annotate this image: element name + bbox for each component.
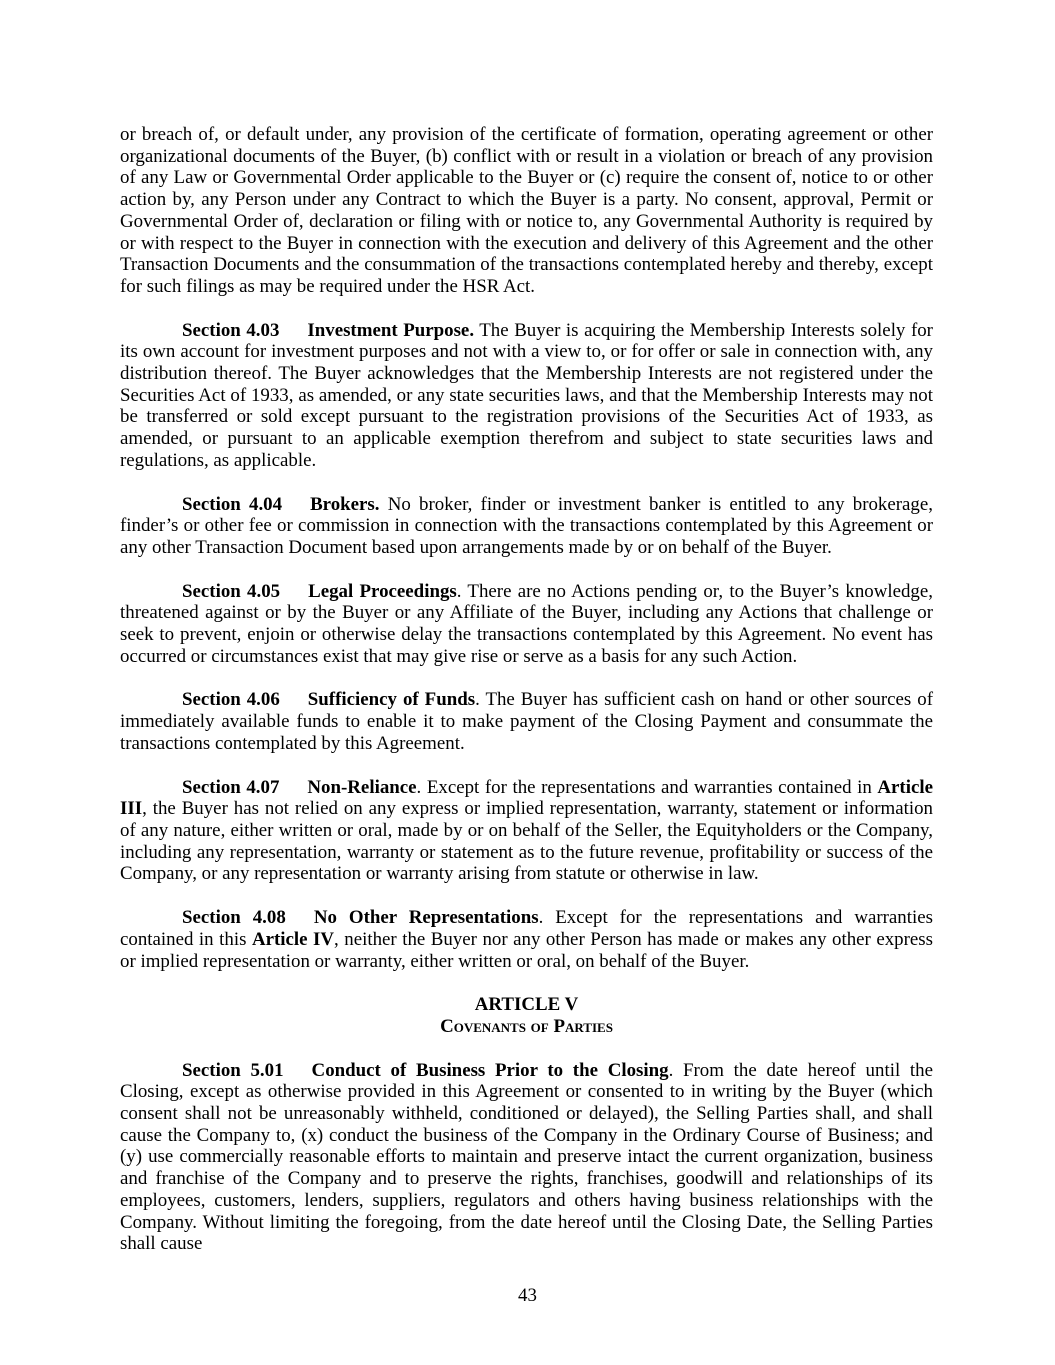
bold-text-run: Non-Reliance [307,776,417,798]
article-heading-line: Covenants of Parties [440,1015,613,1037]
paragraph [120,494,933,559]
text-run: The Buyer is acquiring the Membership Interests solely for its own account for investment purposes and not with a view to, or for offer or sale in connection with, any distribution thereof. The Buyer acknowledges that the Membership Interests are not registered under the Securities Act of 1933, as amended, or any state securities laws, and that the Membership Interests may not be transferred or sold except pursuant to the registration provisions of the Securities Act of 1933, as amended, or pursuant to an applicable exemption therefrom and subject to state securities laws and regulations, as applicable. [120,319,933,471]
bold-text-run: Investment Purpose. [307,319,475,341]
bold-text-run: Section 4.04 [182,493,283,515]
paragraph [120,320,933,472]
bold-text-run: Legal Proceedings [308,580,457,602]
paragraph [120,581,933,668]
text-run: . Except for the representations and warranties contained in this [120,907,933,950]
text-run: . The Buyer has sufficient cash on hand or other sources of immediately available funds to enable it to make payment of the Closing Payment and consummate the transactions contemplated by this Agreement. [120,689,933,754]
text-run: . Except for the representations and warranties contained in [416,776,878,798]
page-number: 43 [518,1285,537,1306]
text-run: or breach of, or default under, any provision of the certificate of formation, operating agreement or other organizational documents of the Buyer, (b) conflict with or result in a violation or breach of any provision of any Law or Governmental Order applicable to the Buyer or (c) require the consent of, notice to or other action by, any Person under any Contract to which the Buyer is a party. No consent, approval, Permit or Governmental Order of, declaration or filing with or notice to, any Governmental Authority is required by or with respect to the Buyer in connection with the execution and delivery of this Agreement and the other Transaction Documents and the consummation of the transactions contemplated hereby and thereby, except for such filings as may be required under the HSR Act. [120,124,933,297]
paragraph [120,689,933,754]
bold-text-run: Section 5.01 [182,1059,284,1081]
paragraph [120,907,933,972]
paragraph [120,777,933,886]
article-heading-line: ARTICLE V [474,994,579,1016]
text-run: . From the date hereof until the Closing, except as otherwise provided in this Agreement or consented to in writing by the Buyer (which consent shall not be unreasonably withheld, conditioned or delayed), the Selling Parties shall, and shall cause the Company to, (x) conduct the business of the Company in the Ordinary Course of Business; and (y) use commercially reasonable efforts to maintain and preserve intact the current organization, business and franchise of the Company and to preserve the rights, franchises, goodwill and relationships of its employees, customers, lenders, suppliers, regulators and others having business relationships with the Company. Without limiting the foregoing, from the date hereof until the Closing Date, the Selling Parties shall cause [120,1059,933,1255]
article-heading [120,994,933,1037]
bold-text-run: Brokers. [310,493,380,515]
text-run: , neither the Buyer nor any other Person has made or makes any other express or implied representation or warranty, either written or oral, on behalf of the Buyer. [120,928,933,972]
bold-text-run: Conduct of Business Prior to the Closing [311,1059,669,1081]
paragraph [120,1060,933,1255]
bold-text-run: Section 4.07 [182,776,280,798]
text-run: , the Buyer has not relied on any express or implied representation, warranty, statement or information of any nature, either written or oral, made by or on behalf of the Seller, the Equityholders or the Company, including any representation, warranty or statement as to the future revenue, profitability or success of the Company, or any representation or warranty arising from statute or otherwise in law. [120,798,933,885]
bold-text-run: Section 4.08 [182,907,286,929]
text-run: . There are no Actions pending or, to the Buyer’s knowledge, threatened against or by the Buyer or any Affiliate of the Buyer, including any Actions that challenge or seek to prevent, enjoin or otherwise delay the transactions contemplated by this Agreement. No event has occurred or circumstances exist that may give rise or serve as a basis for any such Action. [120,580,933,667]
document-body [120,124,933,1255]
bold-text-run: Section 4.05 [182,580,281,602]
bold-text-run: Section 4.03 [182,319,280,341]
bold-text-run: Article III [120,776,933,820]
text-run: No broker, finder or investment banker is entitled to any brokerage, finder’s or other fee or commission in connection with the transactions contemplated by this Agreement or any other Transaction Document based upon arrangements made by or on behalf of the Buyer. [120,493,933,558]
paragraph [120,124,933,298]
bold-text-run: Article IV [251,928,335,950]
bold-text-run: Sufficiency of Funds [307,689,476,711]
bold-text-run: No Other Representations [313,907,539,929]
bold-text-run: Section 4.06 [182,689,280,711]
